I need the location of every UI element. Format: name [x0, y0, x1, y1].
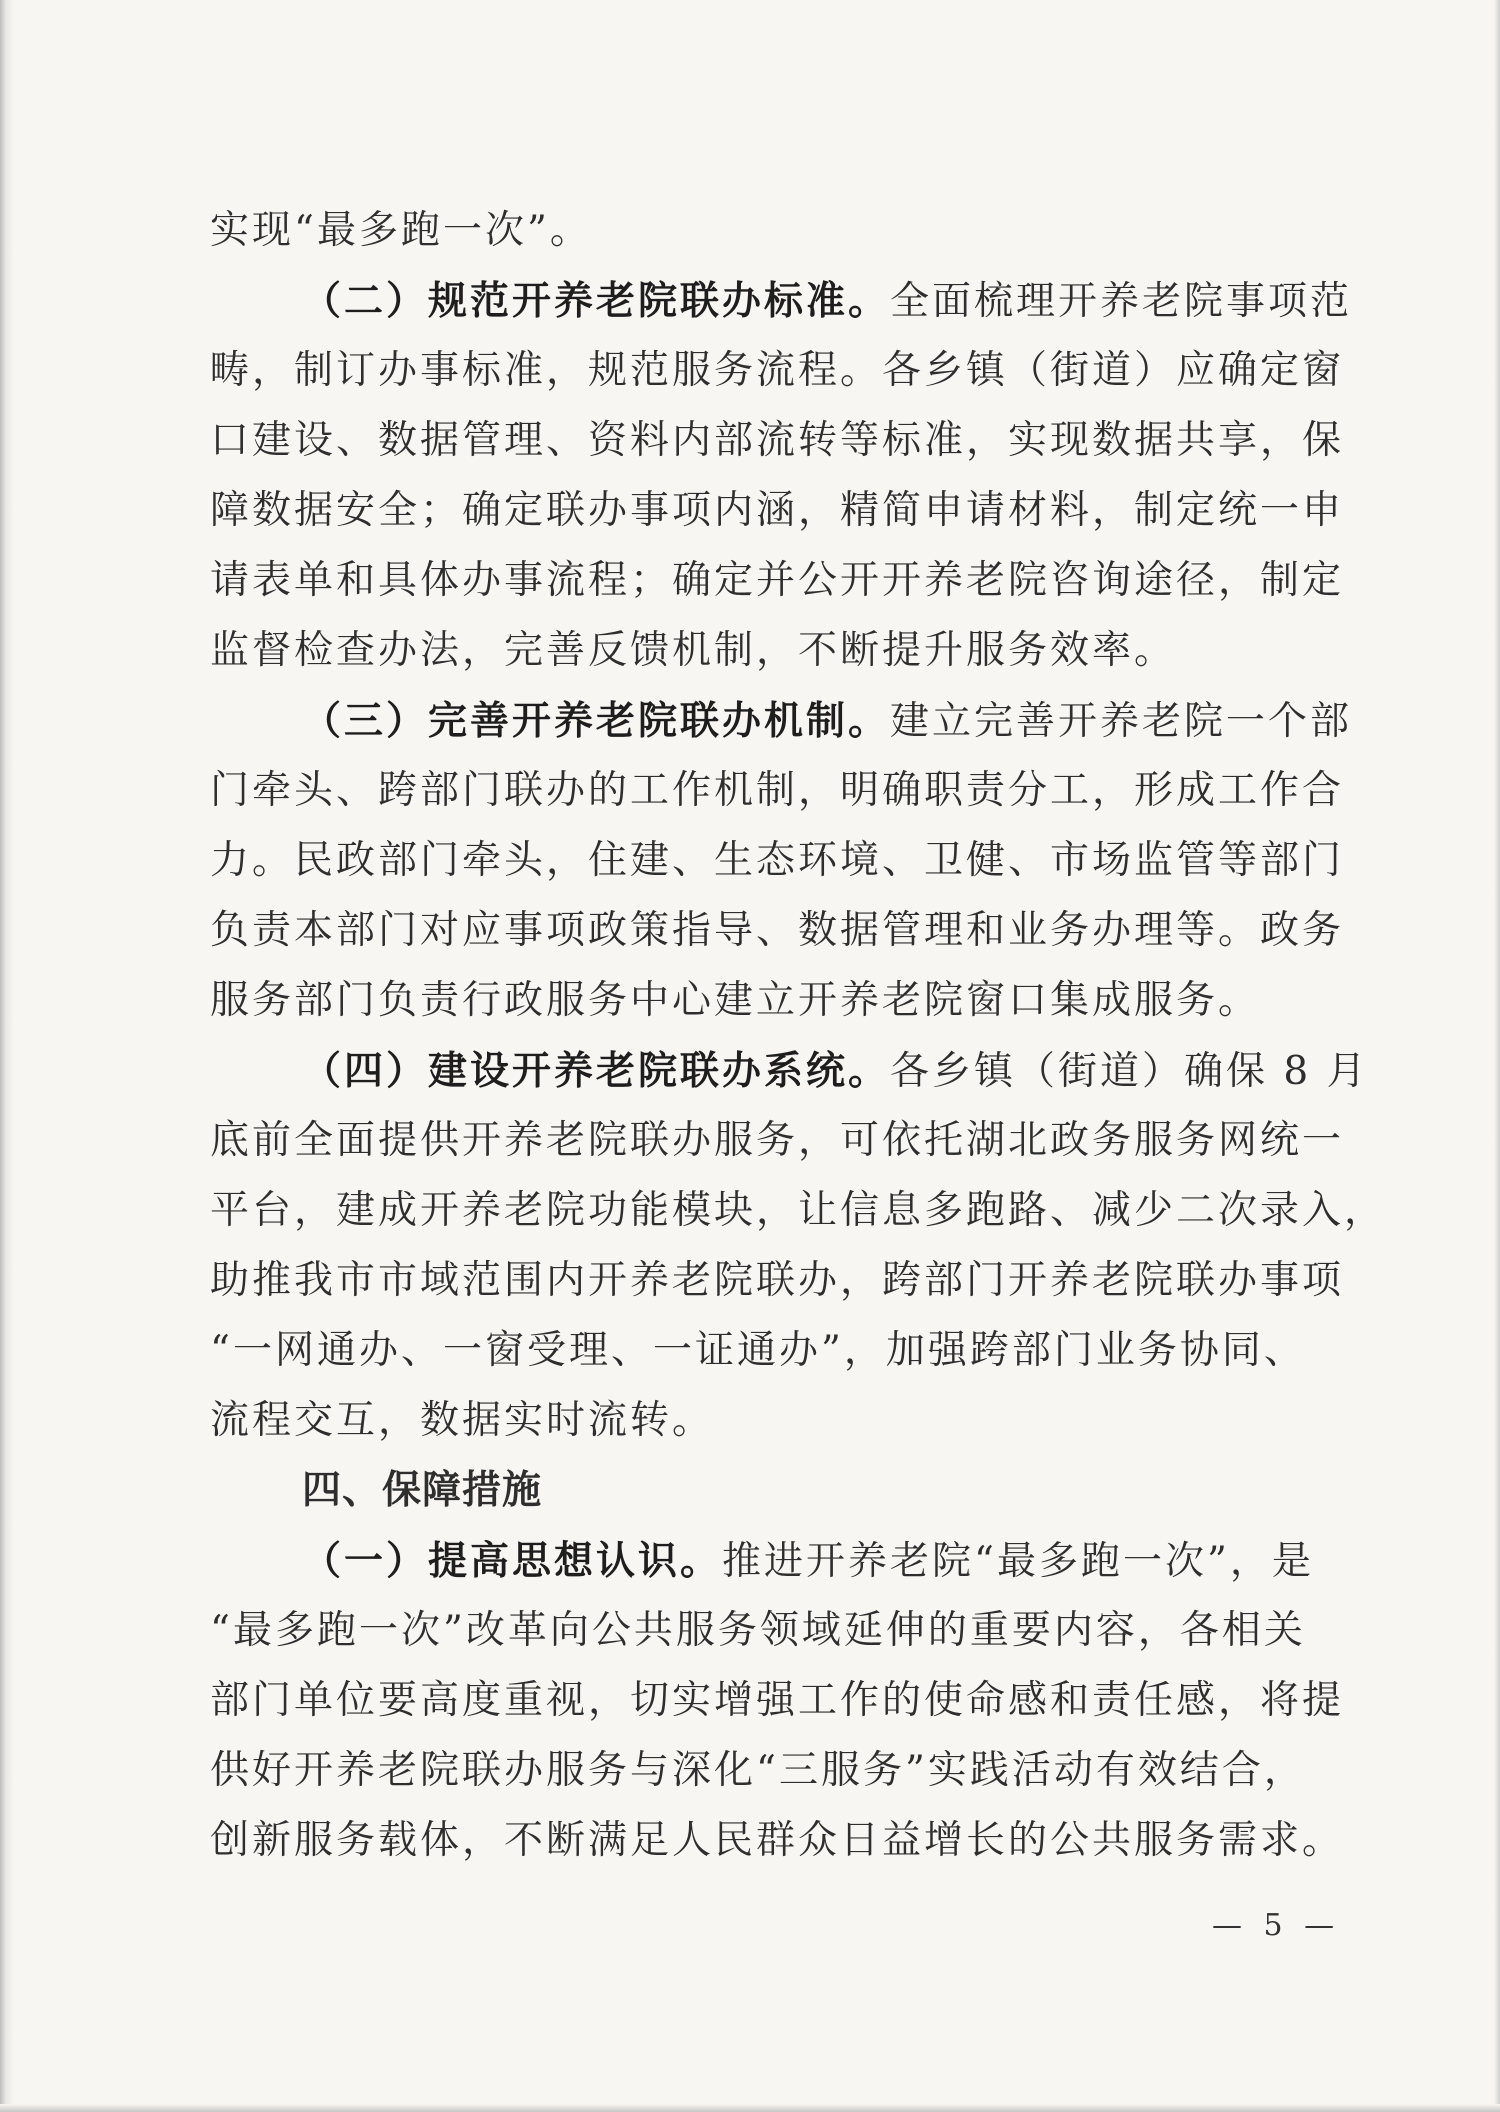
paragraph-text: 建立完善开养老院一个部: [890, 699, 1353, 744]
paragraph-text: 实现“最多跑一次”。: [210, 208, 592, 253]
paragraph-text: 负责本部门对应事项政策指导、数据管理和业务办理等。政务: [210, 908, 1345, 953]
paragraph-text: 口建设、数据管理、资料内部流转等标准，实现数据共享，保: [210, 418, 1345, 463]
paragraph-2-first-line: [210, 266, 1353, 336]
scan-edge-left: [0, 0, 14, 2112]
paragraph-text: 门牵头、跨部门联办的工作机制，明确职责分工，形成工作合: [210, 768, 1345, 813]
paragraph-continuation: [210, 196, 1290, 266]
paragraph-2-label: （二）规范开养老院联办标准。: [302, 278, 891, 324]
paragraph-text: 服务部门负责行政服务中心建立开养老院窗口集成服务。: [210, 978, 1261, 1023]
paragraph-text: “一网通办、一窗受理、一证通办”，加强跨部门业务协同、: [210, 1328, 1306, 1373]
paragraph-5-line: [210, 1736, 1306, 1806]
paragraph-text: 障数据安全；确定联办事项内涵，精简申请材料，制定统一申: [210, 488, 1345, 533]
paragraph-5-first-line: [210, 1526, 1314, 1596]
paragraph-2-line: [210, 546, 1345, 616]
paragraph-text: 全面梳理开养老院事项范: [890, 279, 1353, 324]
paragraph-4-line: [210, 1316, 1306, 1386]
paragraph-3-first-line: [210, 686, 1353, 756]
paragraph-3-line: [210, 966, 1290, 1036]
paragraph-text: 监督检查办法，完善反馈机制，不断提升服务效率。: [210, 628, 1177, 673]
paragraph-4-label: （四）建设开养老院联办系统。: [302, 1048, 891, 1094]
paragraph-text: 畴，制订办事标准，规范服务流程。各乡镇（街道）应确定窗: [210, 348, 1345, 393]
paragraph-2-line: [210, 476, 1345, 546]
paragraph-5-line: [210, 1666, 1345, 1736]
paragraph-text: “最多跑一次”改革向公共服务领域延伸的重要内容，各相关: [210, 1608, 1306, 1653]
paragraph-3-line: [210, 826, 1345, 896]
paragraph-4-line: [210, 1106, 1345, 1176]
paragraph-text: 平台，建成开养老院功能模块，让信息多跑路、减少二次录入，: [210, 1188, 1387, 1233]
page-number: — 5 —: [1212, 1908, 1341, 1943]
paragraph-5-line: [210, 1806, 1345, 1876]
paragraph-5-label: （一）提高思想认识。: [302, 1538, 723, 1584]
paragraph-text: 各乡镇（街道）确保 8 月: [890, 1049, 1369, 1094]
paragraph-3-line: [210, 896, 1345, 966]
section-heading: 四、保障措施: [302, 1468, 543, 1513]
paragraph-text: 创新服务载体，不断满足人民群众日益增长的公共服务需求。: [210, 1818, 1345, 1863]
paragraph-text: 供好开养老院联办服务与深化“三服务”实践活动有效结合，: [210, 1748, 1306, 1793]
paragraph-text: 部门单位要高度重视，切实增强工作的使命感和责任感，将提: [210, 1678, 1345, 1723]
document-body: [210, 196, 1387, 1876]
paragraph-4-line: [210, 1246, 1345, 1316]
scan-edge-right: [1494, 0, 1500, 2112]
paragraph-2-line: [210, 616, 1290, 686]
paragraph-2-line: [210, 336, 1345, 406]
paragraph-5-line: [210, 1596, 1306, 1666]
paragraph-text: 底前全面提供开养老院联办服务，可依托湖北政务服务网统一: [210, 1118, 1345, 1163]
paragraph-text: 推进开养老院“最多跑一次”，是: [722, 1539, 1314, 1584]
scan-edge-bottom: [0, 2104, 1500, 2112]
paragraph-text: 流程交互，数据实时流转。: [210, 1398, 715, 1443]
paragraph-4-line: [210, 1386, 1290, 1456]
paragraph-text: 请表单和具体办事流程；确定并公开开养老院咨询途径，制定: [210, 558, 1345, 603]
paragraph-text: 力。民政部门牵头，住建、生态环境、卫健、市场监管等部门: [210, 838, 1345, 883]
paragraph-text: 助推我市市域范围内开养老院联办，跨部门开养老院联办事项: [210, 1258, 1345, 1303]
paragraph-4-line: [210, 1176, 1387, 1246]
paragraph-3-line: [210, 756, 1345, 826]
paragraph-3-label: （三）完善开养老院联办机制。: [302, 698, 891, 744]
paragraph-2-line: [210, 406, 1345, 476]
paragraph-4-first-line: [210, 1036, 1369, 1106]
